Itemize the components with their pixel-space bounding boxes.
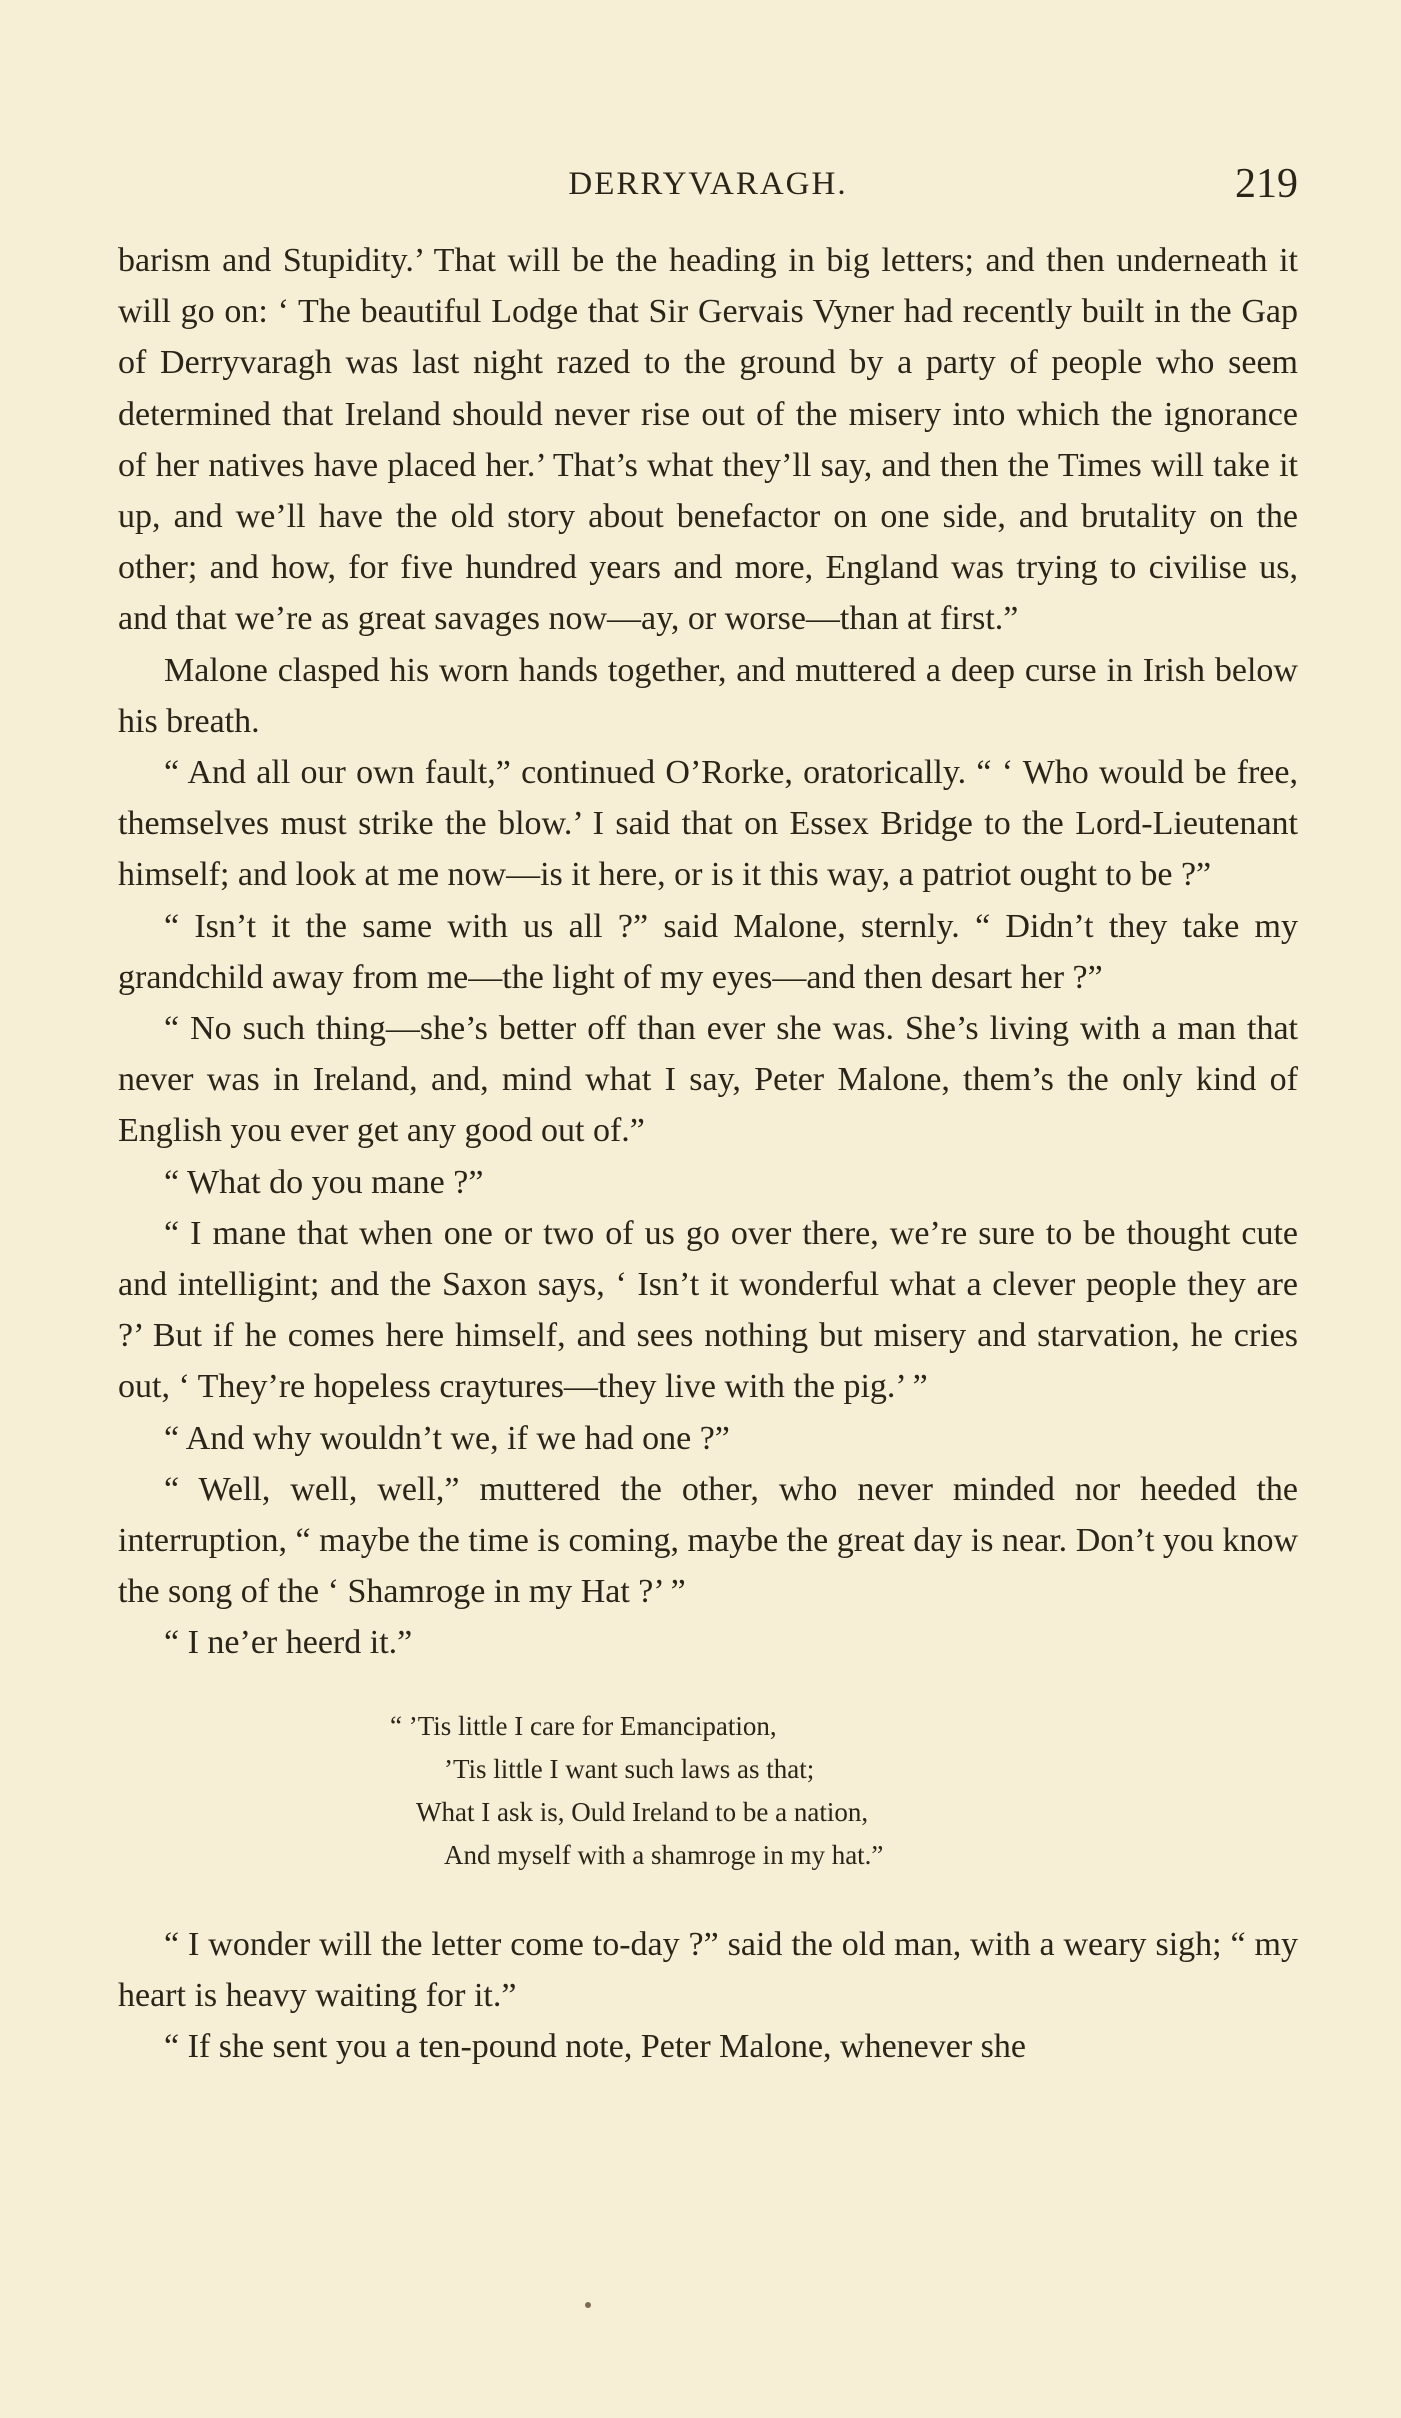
paragraph-2: Malone clasped his worn hands together, and muttered a deep curse in Irish below his breath. — [118, 651, 1298, 740]
running-title: DERRYVARAGH. — [568, 166, 848, 202]
page-number: 219 — [1235, 161, 1298, 207]
paragraph-7: “ I mane that when one or two of us go over there, we’re sure to be thought cute and intelligint; and the Saxon says, ‘ Isn’t it wonderful what a clever people they are ?’ But if he comes here himself, and sees nothing but misery and starvation, he cries out, ‘ They’re hopeless craytures—they live with the pig.’ ” — [118, 1214, 1298, 1406]
paragraph-5: “ No such thing—she’s better off than ever she was. She’s living with a man that never was in Ireland, and, mind what I say, Peter Malone, them’s the only kind of English you ever get any good out of.” — [118, 1010, 1298, 1150]
verse-line: ’Tis little I want such laws as that; — [444, 1753, 815, 1784]
paragraph-4: “ Isn’t it the same with us all ?” said Malone, sternly. “ Didn’t they take my grandchild away from me—the light of my eyes—and then desart her ?” — [118, 907, 1298, 996]
verse-block — [118, 1705, 1298, 1877]
paragraph-12: “ If she sent you a ten-pound note, Peter Malone, whenever she — [164, 2028, 1027, 2066]
running-head — [118, 160, 1298, 210]
paragraph-6: “ What do you mane ?” — [164, 1163, 484, 1201]
paragraph-1: barism and Stupidity.’ That will be the heading in big letters; and then underneath it will go on: ‘ The beautiful Lodge that Sir Gervais Vyner had recently built in the Gap of Derryvaragh was last night razed to the ground by a party of people who seem determined that Ireland should never rise out of the misery into which the ignorance of her natives have placed her.’ That’s what they’ll say, and then the Times will take it up, and we’ll have the old story about benefactor on one side, and brutality on the other; and how, for five hundred years and more, England was trying to civilise us, and that we’re as great savages now—ay, or worse—than at first.” — [118, 242, 1298, 638]
body-text — [118, 235, 1298, 2072]
paragraph-11: “ I wonder will the letter come to-day ?” said the old man, with a weary sigh; “ my heart is heavy waiting for it.” — [118, 1925, 1298, 2014]
paragraph-3: “ And all our own fault,” continued O’Rorke, oratorically. “ ‘ Who would be free, themselves must strike the blow.’ I said that on Essex Bridge to the Lord-Lieutenant himself; and look at me now—is it here, or is it this way, a patriot ought to be ?” — [118, 754, 1298, 894]
print-speck — [585, 2302, 591, 2308]
paragraph-10: “ I ne’er heerd it.” — [164, 1624, 413, 1662]
verse-line: “ ’Tis little I care for Emancipation, — [390, 1710, 777, 1741]
paragraph-8: “ And why wouldn’t we, if we had one ?” — [164, 1419, 730, 1457]
paragraph-9: “ Well, well, well,” muttered the other, who never minded nor heeded the interruption, “ maybe the time is coming, maybe the great day is near. Don’t you know the song of the ‘ Shamroge in my Hat ?’ ” — [118, 1470, 1298, 1611]
verse-line: What I ask is, Ould Ireland to be a nation, — [416, 1796, 869, 1827]
verse-line: And myself with a shamroge in my hat.” — [444, 1839, 884, 1870]
